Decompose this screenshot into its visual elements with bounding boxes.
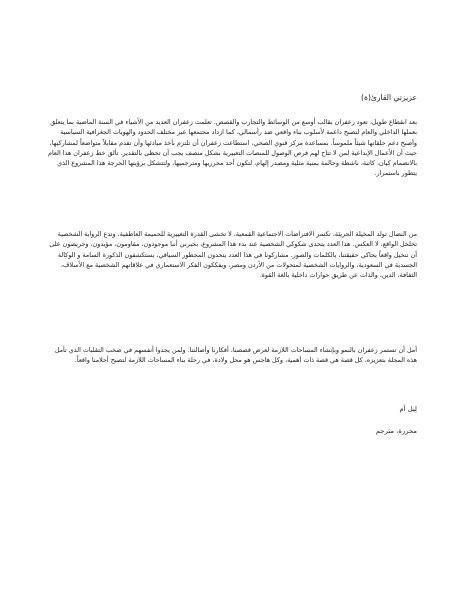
paragraph-issue-themes: من النضال تولد المخيلة الجريئة، تكسر الافتراضات الاجتماعية القمعية، لا تخشى القدرة التغييرية للحميمة العاطفية، وتدع الرواية الشخصية تخلخل الواقع، لا العكس. هذا العدد يتحدى شكوكي الشخصية عند بدء هذا المشروع، بخبرني أننا موجودون، مقاومون، مؤيدون، وحريصون على أن نتخيل واقعاً يحاكي حقيقتنا، بالكلمات والصور. مشاركونا في هذا العدد يتحدون المحظور السياقي، يستكشفون الذكورة السامة و الوكالة الجسدية في السعودية، والروايات الشخصية لمتحولات من الأردن ومصر، ويفككون الفكر الاستعماري في علاقاتهم الشخصية مع الأسلاف، الثقافة، الدين، والذات عن طريق حوارات داخلية بالغة القوة. [49, 230, 417, 280]
paragraph-hope: أمل أن تستمر زعفران بالنمو وبإنشاء المساحات اللازمة لعرض قصصنا، أفكارنا وأصالتنا. ولمن يجدوا أنفسهم في صخب التقلبات الذي تأمل هذه المجلة بتعزيزه، كل قصة هي قصة ذات أهمية، وكل هاجس هو محل ولادة، في رحلة بناء المساحات اللازمة لتصبح أحلامنا واقعاً. [54, 346, 417, 365]
paragraph-intro: بعد انقطاع طويل، تعود زعفران بقالب أوسع من الوسائط والتجارب والقصص. تعلمت زعفران العديد من الأشياء في السنة الماضية بما يتعلق بعملها الداخلي والعام لتصبح داعمة لأسلوب بناء واقعي ضد رأسمالي، كما ازداد مجتمعها عبر مختلف الحدود والهويات الجغرافية السياسية وأصبح دعم حلقاتها شيئاً ملموساً. بمساعدة مركز فنوي الصحي، استطاعت زعفران أن تلتزم بأخذ مبادئها وأن تقدم مقابلاً متواضعاً لمشاركيها، حيث أن الأعمال الإبداعية لمن لا تتاح لهم فرص الوصول للمنصات التعبيرية بشكل منصف يجب أن تحظى بالتقدير. تألق خط زعفران هذا العام بالانضمام كيان، كاتبة، ناشطة وحالمة يمنية مثلية ومصدر إلهام، لتكون أحد محرريها ومترجميها، ولتتشكل برؤيتها الحرجة هذا المشروع الذي يتطور باستمرار. [48, 118, 417, 178]
closing-name: لِيل آم [399, 405, 417, 413]
signature-role: محررة، مترجم [375, 427, 417, 435]
salutation: عزيزتي القارئ(ة) [361, 93, 417, 102]
